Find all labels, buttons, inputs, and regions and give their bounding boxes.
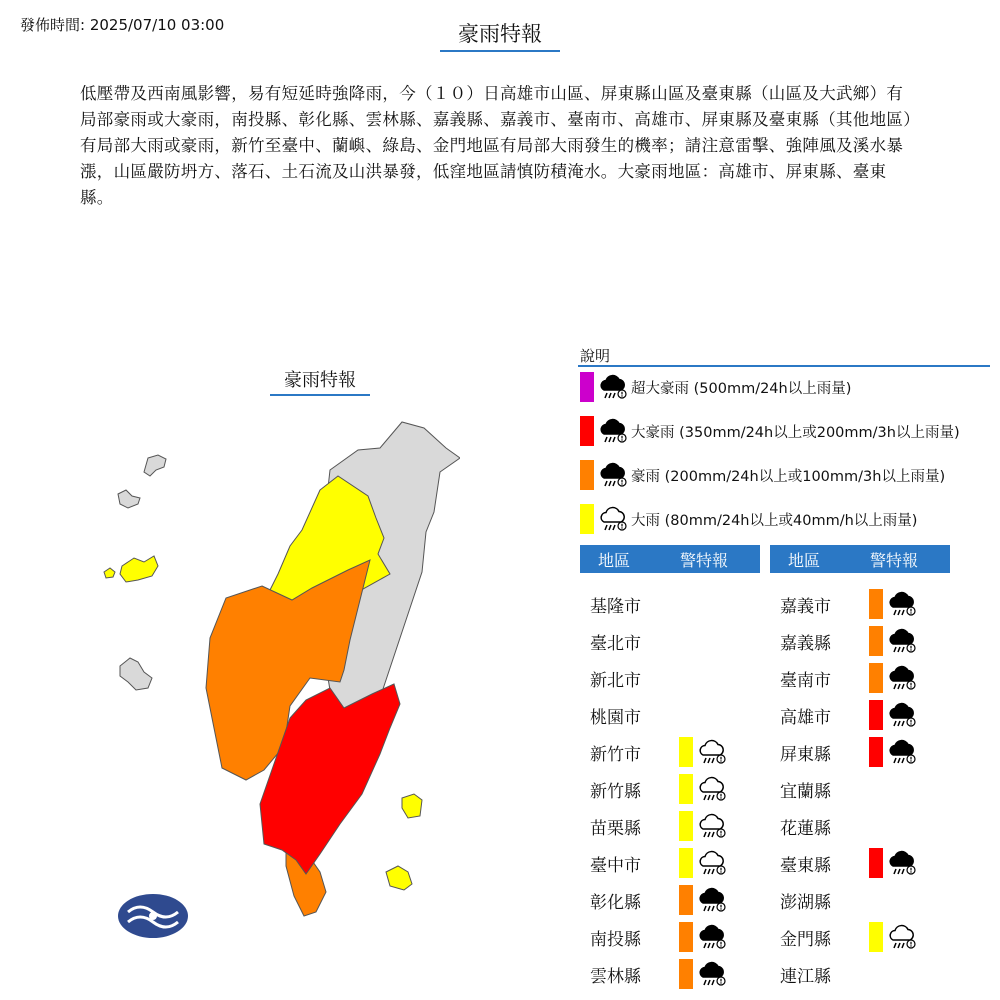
county-row — [590, 623, 760, 660]
rain-cloud-icon — [697, 737, 727, 767]
county-name: 南投縣 — [590, 930, 641, 950]
county-name: 基隆市 — [590, 597, 641, 617]
heavy-rain-cloud-icon — [697, 922, 727, 952]
county-row — [590, 845, 760, 882]
lienchiang-island — [144, 455, 166, 476]
county-name: 臺中市 — [590, 856, 641, 876]
county-name: 桃園市 — [590, 708, 641, 728]
heavy-rain-cloud-icon — [887, 663, 917, 693]
heavy-rain-cloud-icon — [697, 885, 727, 915]
column-warning: 警特報 — [680, 550, 729, 570]
heavy-rain-cloud-icon — [887, 589, 917, 619]
warning-swatch — [869, 626, 883, 656]
legend-label: 超大豪雨 (500mm/24h以上雨量) — [631, 380, 852, 397]
county-name: 屏東縣 — [780, 745, 831, 765]
rain-cloud-icon — [697, 811, 727, 841]
county-row — [590, 697, 760, 734]
county-row — [780, 697, 950, 734]
heavy-rain-cloud-icon — [887, 700, 917, 730]
legend-swatch — [580, 460, 594, 490]
county-row — [780, 882, 950, 919]
legend-swatch — [580, 416, 594, 446]
green-island — [402, 794, 422, 818]
warning-swatch — [869, 848, 883, 878]
county-name: 嘉義縣 — [780, 634, 831, 654]
rain-cloud-icon — [887, 922, 917, 952]
county-row — [590, 919, 760, 956]
column-warning: 警特報 — [870, 550, 919, 570]
warning-swatch — [869, 663, 883, 693]
county-name: 花蓮縣 — [780, 819, 831, 839]
county-row — [590, 660, 760, 697]
warning-swatch — [679, 848, 693, 878]
county-row — [590, 586, 760, 623]
county-row — [780, 919, 950, 956]
legend-label: 大豪雨 (350mm/24h以上或200mm/3h以上雨量) — [631, 424, 960, 441]
legend-item-torrential — [580, 460, 945, 490]
table-header-left — [580, 545, 760, 573]
map-title: 豪雨特報 — [270, 366, 370, 396]
rain-cloud-icon — [697, 774, 727, 804]
legend-item-extremely-torrential — [580, 416, 960, 446]
county-row — [590, 808, 760, 845]
county-row — [780, 734, 950, 771]
county-name: 臺東縣 — [780, 856, 831, 876]
legend-divider — [578, 365, 990, 367]
heavy-rain-cloud-icon — [697, 959, 727, 989]
county-name: 臺南市 — [780, 671, 831, 691]
legend-item-heavy — [580, 504, 917, 534]
county-name: 新北市 — [590, 671, 641, 691]
county-name: 宜蘭縣 — [780, 782, 831, 802]
legend-title: 說明 — [580, 347, 611, 365]
issued-time: 發佈時間: 2025/07/10 03:00 — [20, 16, 225, 34]
county-row — [780, 623, 950, 660]
county-name: 連江縣 — [780, 967, 831, 987]
county-name: 嘉義市 — [780, 597, 831, 617]
column-region: 地區 — [598, 550, 631, 570]
legend-swatch — [580, 372, 594, 402]
heavy-rain-cloud-icon — [598, 372, 628, 402]
county-name: 金門縣 — [780, 930, 831, 950]
county-row — [780, 808, 950, 845]
legend-swatch — [580, 504, 594, 534]
warning-swatch — [869, 589, 883, 619]
county-name: 新竹縣 — [590, 782, 641, 802]
county-row — [780, 660, 950, 697]
legend-label: 豪雨 (200mm/24h以上或100mm/3h以上雨量) — [631, 468, 946, 485]
kinmen-islet — [104, 568, 115, 578]
county-row — [780, 771, 950, 808]
warning-description: 低壓帶及西南風影響，易有短延時強降雨，今（１０）日高雄市山區、屏東縣山區及臺東縣（山區及大武鄉）有局部豪雨或大豪雨，南投縣、彰化縣、雲林縣、嘉義縣、嘉義市、臺南市、高雄市、屏東縣及臺東縣（其他地區）有局部大雨或豪雨，新竹至臺中、蘭嶼、綠島、金門地區有局部大雨發生的機率；請注意雷擊、強陣風及溪水暴漲，山區嚴防坍方、落石、土石流及山洪暴發，低窪地區請慎防積淹水。大豪雨地區：高雄市、屏東縣、臺東縣。 — [80, 84, 912, 207]
county-name: 新竹市 — [590, 745, 641, 765]
heavy-rain-cloud-icon — [598, 460, 628, 490]
legend-item-super-torrential — [580, 372, 851, 402]
legend-label: 大雨 (80mm/24h以上或40mm/h以上雨量) — [631, 512, 918, 529]
county-row — [590, 956, 760, 993]
county-name: 臺北市 — [590, 634, 641, 654]
county-row — [590, 771, 760, 808]
rain-cloud-icon — [598, 504, 628, 534]
taiwan-warning-map — [100, 360, 460, 950]
heavy-rain-cloud-icon — [887, 848, 917, 878]
heavy-rain-cloud-icon — [887, 626, 917, 656]
county-name: 雲林縣 — [590, 967, 641, 987]
warning-swatch — [679, 774, 693, 804]
rain-cloud-icon — [697, 848, 727, 878]
county-name: 澎湖縣 — [780, 893, 831, 913]
county-name: 苗栗縣 — [590, 819, 641, 839]
county-name: 高雄市 — [780, 708, 831, 728]
warning-swatch — [679, 737, 693, 767]
warning-swatch — [869, 737, 883, 767]
lanyu-island — [386, 866, 412, 890]
lienchiang-island — [118, 490, 140, 508]
county-row — [780, 845, 950, 882]
county-row — [780, 586, 950, 623]
penghu-island — [120, 658, 152, 690]
cwa-logo — [118, 894, 188, 938]
warning-swatch — [679, 885, 693, 915]
column-region: 地區 — [788, 550, 821, 570]
kinmen-island — [120, 556, 158, 582]
warning-swatch — [679, 811, 693, 841]
heavy-rain-cloud-icon — [598, 416, 628, 446]
warning-swatch — [679, 959, 693, 989]
table-header-right — [770, 545, 950, 573]
county-name: 彰化縣 — [590, 893, 641, 913]
county-row — [590, 882, 760, 919]
warning-swatch — [679, 922, 693, 952]
warning-swatch — [869, 700, 883, 730]
county-row — [780, 956, 950, 993]
page-title: 豪雨特報 — [440, 18, 560, 52]
county-row — [590, 734, 760, 771]
heavy-rain-cloud-icon — [887, 737, 917, 767]
warning-swatch — [869, 922, 883, 952]
